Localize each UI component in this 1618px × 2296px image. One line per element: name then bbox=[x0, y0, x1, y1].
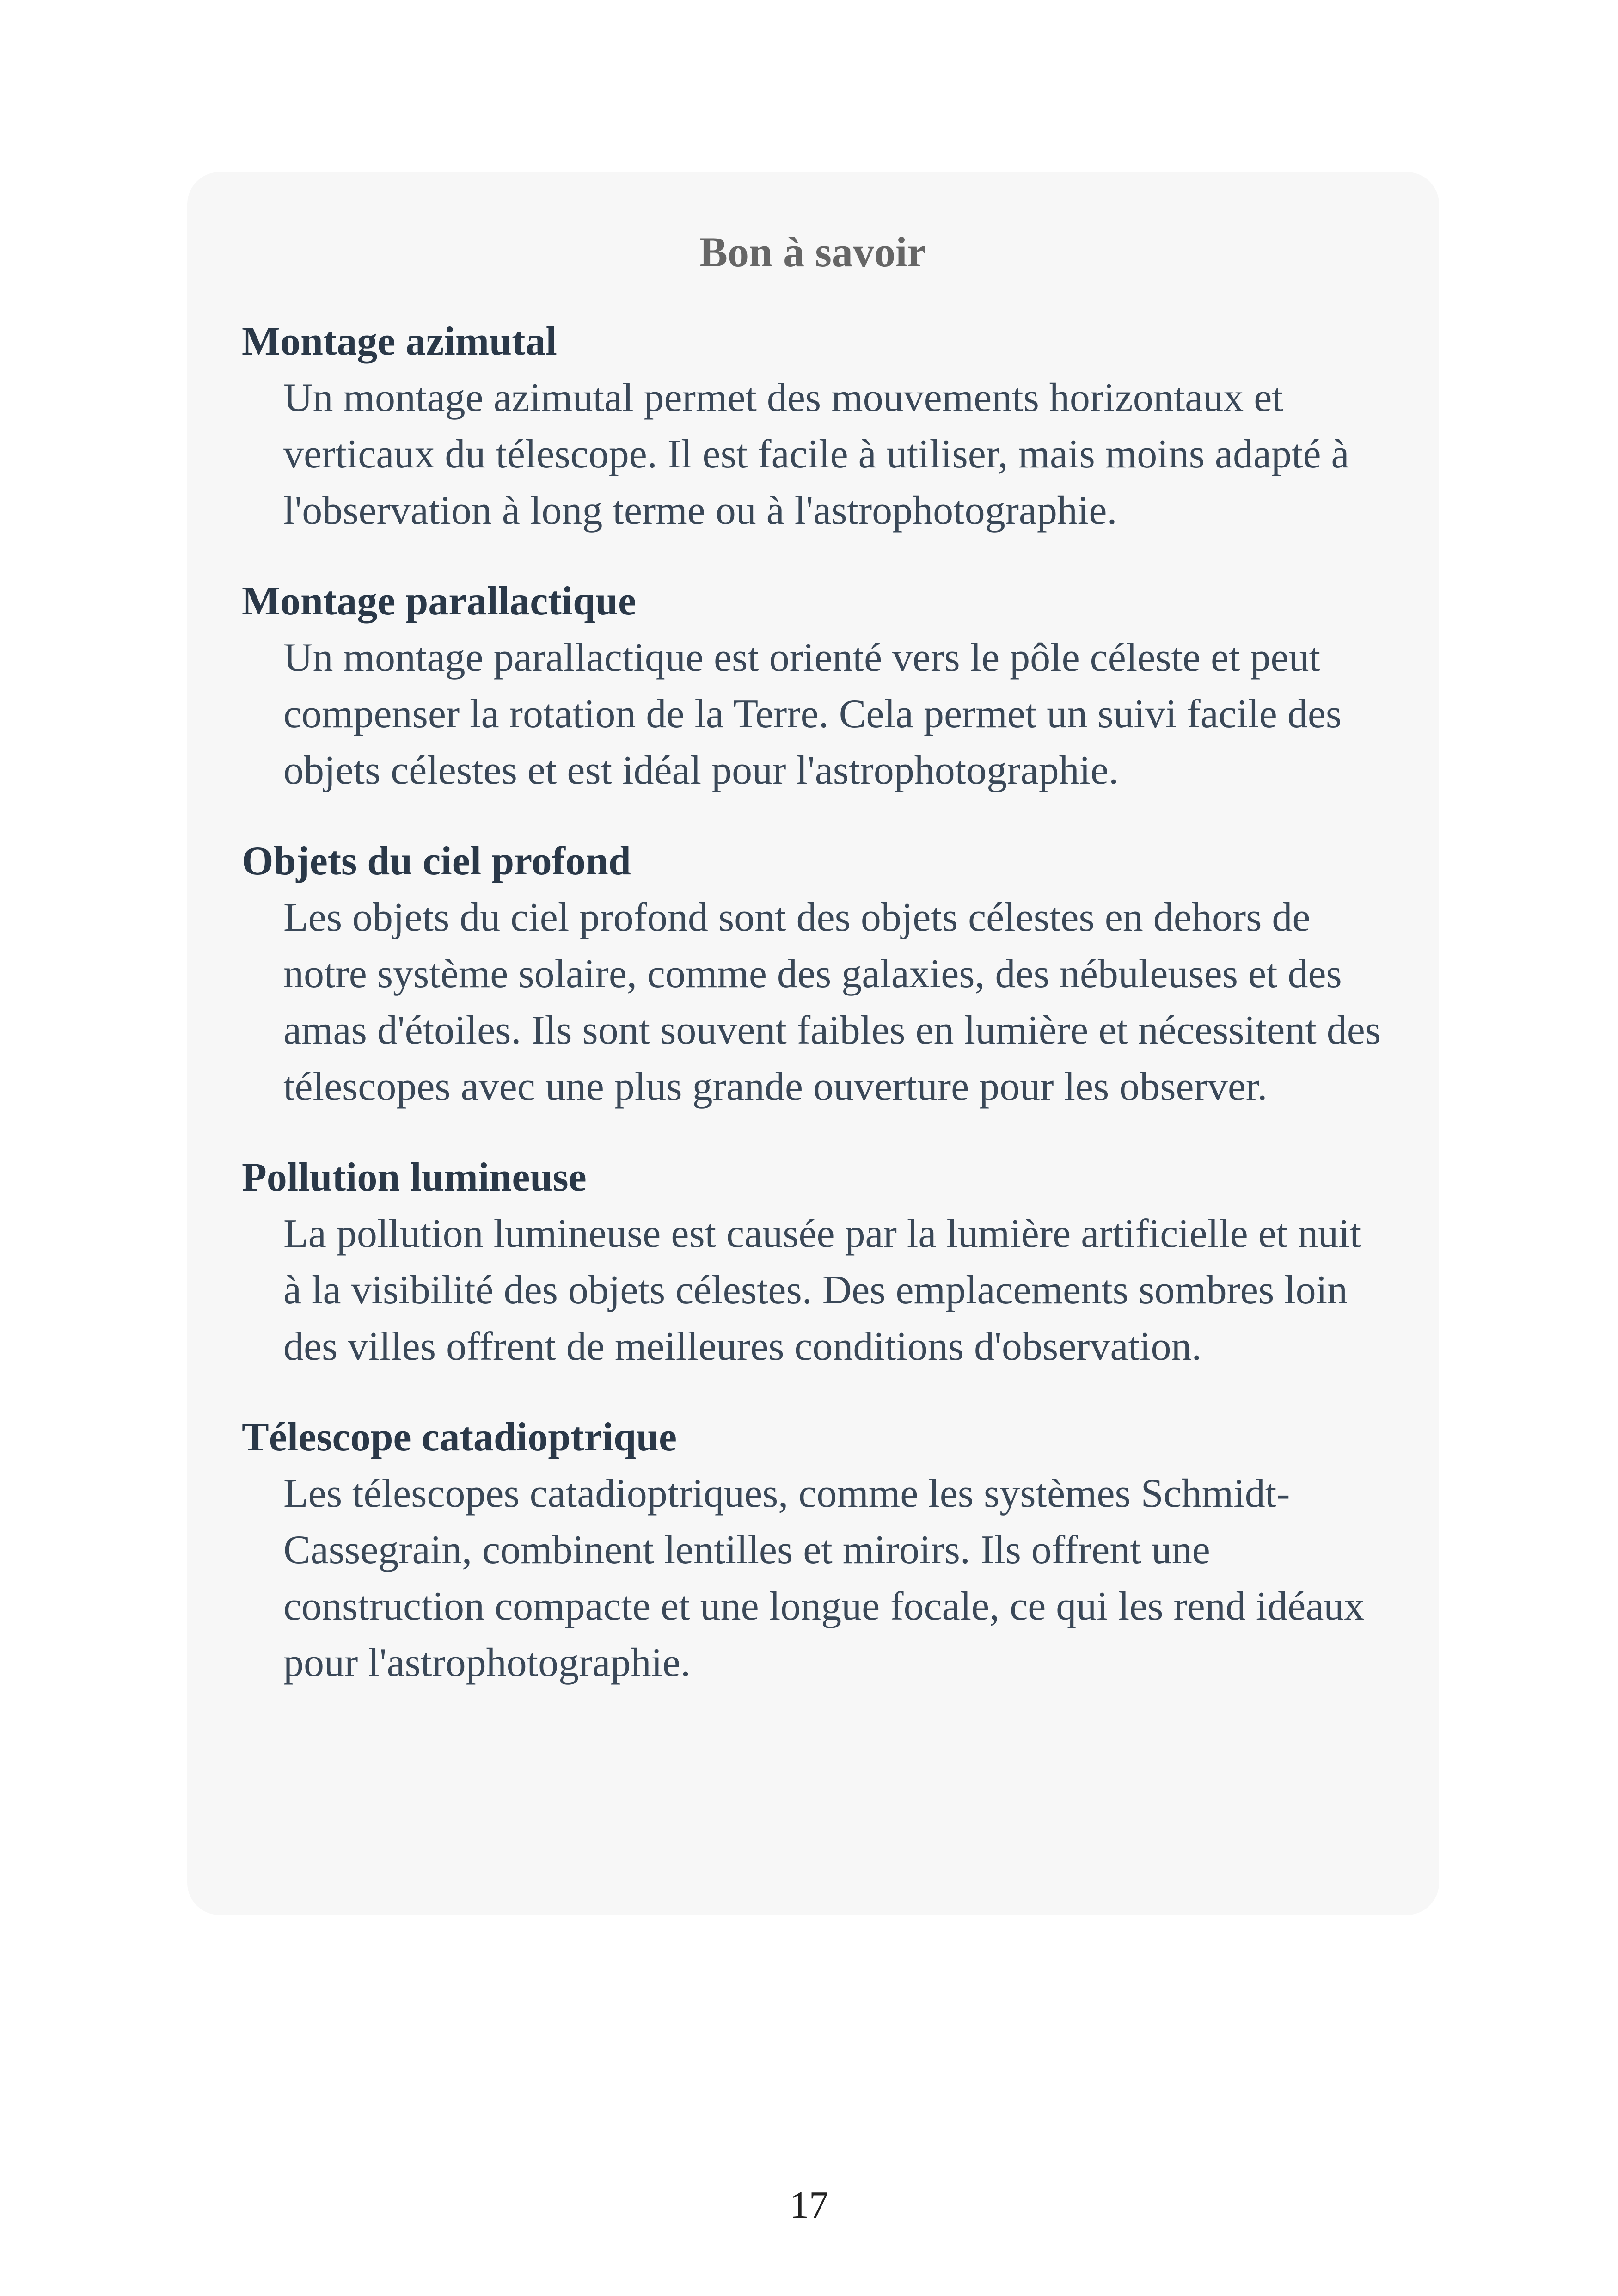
glossary-entry bbox=[242, 316, 1384, 539]
glossary-entry bbox=[242, 576, 1384, 799]
glossary-definition: La pollution lumineuse est causée par la lumière artificielle et nuit à la visibilité des objets célestes. Des emplacements sombres loin des villes offrent de meilleures conditions d'observation. bbox=[283, 1211, 1361, 1369]
glossary-entry bbox=[242, 836, 1384, 1115]
glossary-definition: Un montage azimutal permet des mouvements horizontaux et verticaux du télescope. Il est facile à utiliser, mais moins adapté à l'observation à long terme ou à l'astrophotographie. bbox=[283, 375, 1349, 533]
glossary-entry bbox=[242, 1152, 1384, 1375]
glossary-definition: Les télescopes catadioptriques, comme les systèmes Schmidt-Cassegrain, combinent lentilles et miroirs. Ils offrent une construction compacte et une longue focale, ce qui les rend idéaux pour l'astrophotographie. bbox=[283, 1471, 1365, 1685]
glossary-term: Objets du ciel profond bbox=[242, 839, 631, 884]
page-number: 17 bbox=[790, 2184, 828, 2227]
glossary-entry bbox=[242, 1412, 1384, 1691]
glossary-term: Montage azimutal bbox=[242, 319, 557, 364]
glossary-definition: Les objets du ciel profond sont des objets célestes en dehors de notre système solaire, comme des galaxies, des nébuleuses et des amas d'étoiles. Ils sont souvent faibles en lumière et nécessitent des télescopes avec une plus grande ouverture pour les observer. bbox=[283, 895, 1381, 1109]
glossary-term: Montage parallactique bbox=[242, 579, 637, 624]
box-title: Bon à savoir bbox=[699, 228, 926, 276]
glossary-definition: Un montage parallactique est orienté vers le pôle céleste et peut compenser la rotation de la Terre. Cela permet un suivi facile des objets célestes et est idéal pour l'astrophotographie. bbox=[283, 635, 1342, 793]
glossary-term: Télescope catadioptrique bbox=[242, 1415, 677, 1460]
glossary-list bbox=[242, 316, 1384, 1691]
info-box bbox=[187, 172, 1439, 1915]
glossary-term: Pollution lumineuse bbox=[242, 1155, 587, 1200]
